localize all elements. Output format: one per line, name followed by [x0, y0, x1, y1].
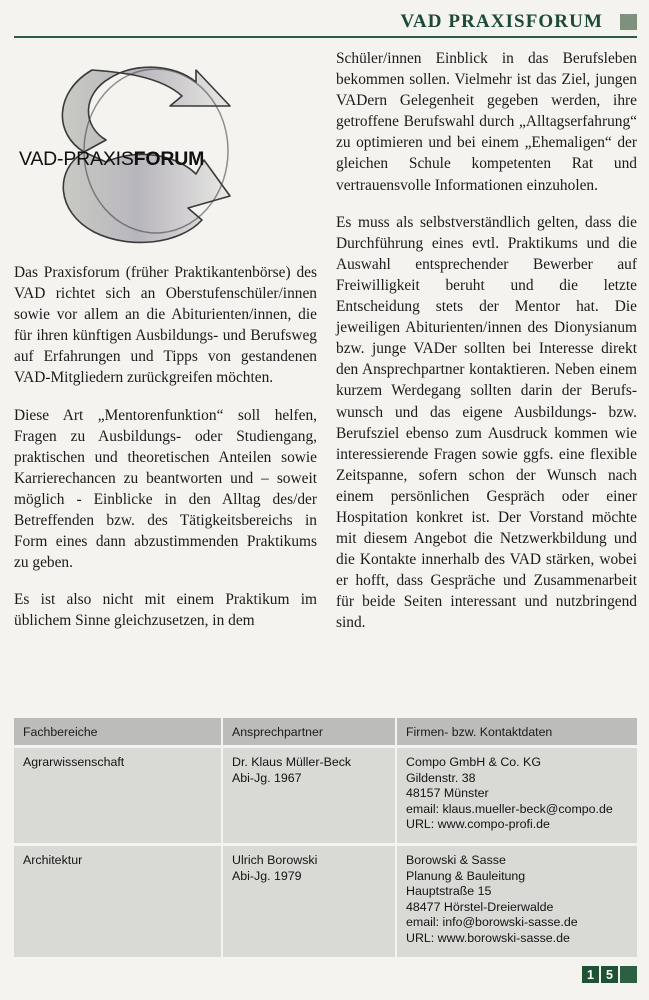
table-header-ansprechpartner: Ansprechpartner — [222, 718, 396, 747]
right-paragraph-1: Schüler/innen Einblick in das Berufsleben bekommen sollen. Vielmehr ist das Ziel, jungen VADern Gelegenheit gegeben werden, ihre getroffene Berufswahl durch „Alltagserfahrung“ zu optimieren und bei einem „Ehemaligen“ der gleichen Schule kompetenten Rat und vertrauensvolle Informationen einzuholen. — [336, 50, 637, 194]
ansprechpartner-jahrgang: Abi-Jg. 1967 — [232, 770, 302, 785]
cell-ansprechpartner — [222, 747, 396, 845]
left-paragraph-2: Diese Art „Mentorenfunktion“ soll helfen, Fragen zu Ausbildungs- oder Studiengang, praktischen und theoretischen Anteilen sowie Karrierechancen zu beantworten und – soweit möglich - Einblicke in den Alltag des/der Betreffenden bzw. des Tätigkeitsbereichs in Form eines dann abzustimmenden Praktikums zu geben. — [14, 406, 317, 572]
cell-fachbereich: Agrarwissenschaft — [14, 747, 222, 845]
left-paragraph-1: Das Praxisforum (früher Praktikantenbörse) des VAD richtet sich an Oberstufenschüler/innen sowie vor allem an die Abiturienten/innen, die für ihren künftigen Ausbildungs- und Berufsweg auf Erfahrungen und Tipps von gestandenen VAD-Mitgliedern zurückgreifen möchten. — [14, 264, 317, 387]
kontakt-url: URL: www.borowski-sasse.de — [406, 930, 570, 945]
page-number — [582, 966, 637, 983]
contact-table — [14, 718, 637, 957]
table-header-kontaktdaten: Firmen- bzw. Kontaktdaten — [396, 718, 637, 747]
table-header-row — [14, 718, 637, 747]
header-accent-square-icon — [620, 14, 637, 30]
kontakt-strasse: Hauptstraße 15 — [406, 884, 492, 899]
page-header — [0, 0, 649, 42]
right-text-column — [336, 48, 637, 634]
logo-text-bold: FORUM — [133, 148, 205, 170]
kontakt-strasse: Gildenstr. 38 — [406, 770, 476, 785]
cell-fachbereich: Architektur — [14, 844, 222, 956]
kontakt-firma: Compo GmbH & Co. KG — [406, 755, 541, 769]
page-number-digit-1: 1 — [582, 966, 599, 983]
left-paragraph-3: Es ist also nicht mit einem Praktikum im üblichem Sinne gleichzusetzen, in dem — [14, 591, 317, 630]
ansprechpartner-name: Ulrich Borowski — [232, 852, 318, 867]
logo-text-light: VAD-PRAXIS — [19, 148, 134, 170]
page-title: VAD PRAXISFORUM — [400, 11, 603, 32]
cell-kontaktdaten — [396, 844, 637, 956]
page-number-accent-square-icon — [620, 966, 637, 983]
cell-ansprechpartner — [222, 844, 396, 956]
kontakt-ort: 48157 Münster — [406, 786, 489, 801]
table-header-fachbereiche: Fachbereiche — [14, 718, 222, 747]
page-number-digit-2: 5 — [601, 966, 618, 983]
kontakt-email: email: info@borowski-sasse.de — [406, 915, 578, 930]
kontakt-ort: 48477 Hörstel-Dreierwalde — [406, 899, 554, 914]
table-row — [14, 844, 637, 956]
praxisforum-logo — [14, 48, 317, 256]
kontakt-firma: Borowski & Sasse — [406, 852, 506, 867]
right-paragraph-2: Es muss als selbstverständlich gelten, dass die Durchführung eines evtl. Praktikums und die Auswahl entsprechender Bewerber auf Freiwilligkeit beruht und die letzte Entscheidung stets der Mentor hat. Die jeweiligen Abiturienten/innen des Dionysianum bzw. junge VADer sollten bei Interesse direkt den Ansprechpartner kontaktieren. Neben einem kurzem Werdegang sollten darin der Berufs- wunsch und das eigene Ausbildungs- bzw. Berufsziel ebenso zum Ausdruck kommen wie interessierende Fragen sowie ggfs. eine flexible Zeitspanne, sofern schon der Wunsch nach einem persönlichen Gespräch oder einer Hospitation konkret ist. Der Vorstand möchte mit diesem Angebot die Netzwerkbildung und die Kontakte innerhalb des VAD stärken, wobei er hofft, dass Gespräche und Zusammenarbeit für beide Seiten interessant und nutzbringend sind. — [336, 213, 637, 632]
logo-wordmark — [19, 148, 204, 171]
kontakt-taetigkeit: Planung & Bauleitung — [406, 868, 526, 883]
cell-kontaktdaten — [396, 747, 637, 845]
kontakt-url: URL: www.compo-profi.de — [406, 817, 550, 832]
table-row — [14, 747, 637, 845]
header-divider-rule — [14, 36, 637, 38]
left-text-column — [14, 48, 317, 632]
ansprechpartner-jahrgang: Abi-Jg. 1979 — [232, 868, 302, 883]
ansprechpartner-name: Dr. Klaus Müller-Beck — [232, 755, 352, 769]
kontakt-email: email: klaus.mueller-beck@compo.de — [406, 801, 613, 816]
